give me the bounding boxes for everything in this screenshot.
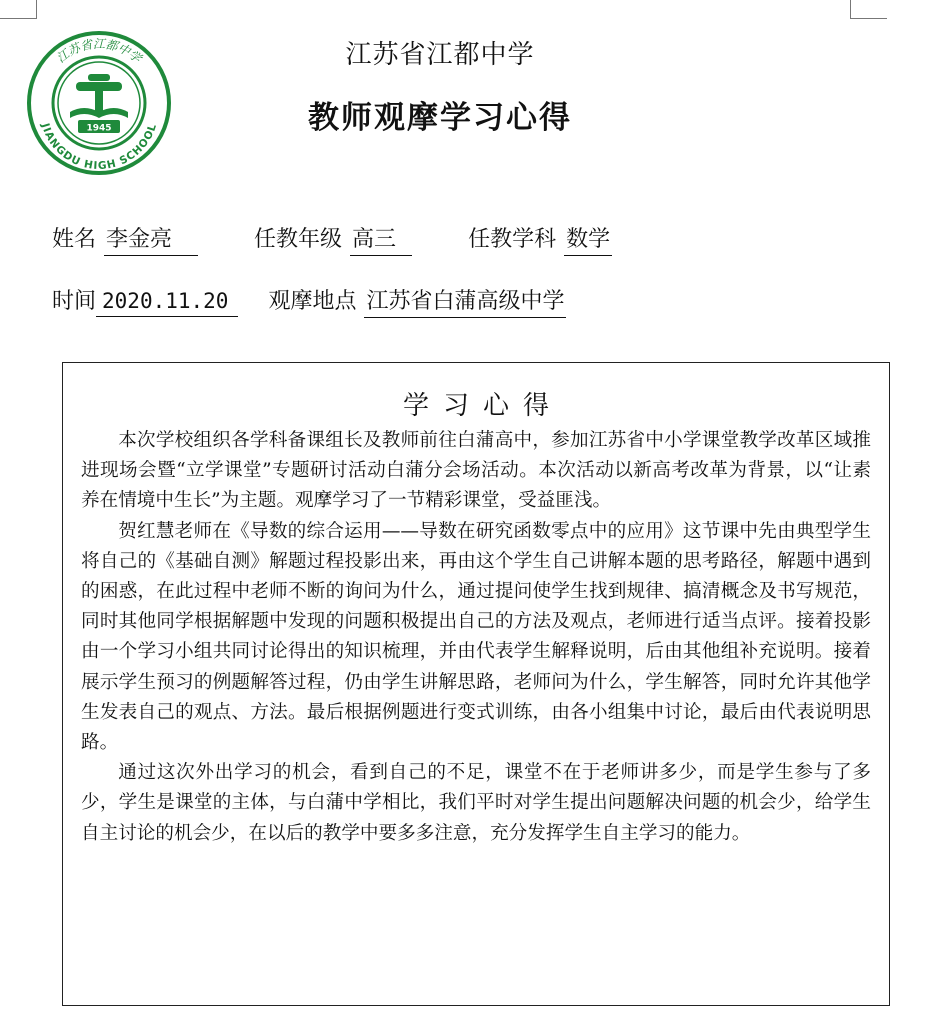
reflection-paragraph-2: 贺红慧老师在《导数的综合运用——导数在研究函数零点中的应用》这节课中先由典型学生将自己的《基础自测》解题过程投影出来，再由这个学生自己讲解本题的思考路径，解题中遇到的困惑，在此过程中老师不断的询问为什么，通过提问使学生找到规律、搞清概念及书写规范，同时其他同学根据解题中发现的问题积极提出自己的方法及观点，老师进行适当点评。接着投影由一个学习小组共同讨论得出的知识梳理，并由代表学生解释说明，后由其他组补充说明。接着展示学生预习的例题解答过程，仍由学生讲解思路，老师问为什么，学生解答，同时允许其他学生发表自己的观点、方法。最后根据例题进行变式训练，由各小组集中讨论，最后由代表说明思路。 [81,520,871,754]
subject-label: 任教学科 [468,227,557,252]
reflection-paragraph-1: 本次学校组织各学科备课组长及教师前往白蒲高中，参加江苏省中小学课堂教学改革区域推进现场会暨“立学课堂”专题研讨活动白蒲分会场活动。本次活动以新高考改革为背景，以“让素养在情境中生长”为主题。观摩学习了一节精彩课堂，受益匪浅。 [81,430,871,512]
document-title: 教师观摩学习心得 [308,100,572,136]
grade-value: 高三 [350,227,412,256]
name-label: 姓名 [52,227,97,252]
place-value: 江苏省白蒲高级中学 [364,289,566,318]
reflection-box [62,362,890,1006]
subject-value: 数学 [564,227,612,256]
logo-ring-text: JIANGDU HIGH SCHOOL [38,121,160,173]
page-corner-mark-right [850,0,887,19]
page-corner-mark-left [0,0,37,19]
school-name: 江苏省江都中学 [345,40,535,70]
reflection-title: 学习心得 [402,391,563,421]
info-row-visit [52,284,566,318]
logo-year: 1945 [86,123,112,134]
time-value: 2020.11.20 [96,288,238,317]
time-label: 时间 [52,289,97,314]
info-row-teacher [52,222,612,256]
reflection-paragraph-3: 通过这次外出学习的机会，看到自己的不足，课堂不在于老师讲多少，而是学生参与了多少，学生是课堂的主体，与白蒲中学相比，我们平时对学生提出问题解决问题的机会少，给学生自主讨论的机会少，在以后的教学中要多多注意，充分发挥学生自主学习的能力。 [81,762,871,844]
school-logo [26,30,172,176]
grade-label: 任教年级 [254,227,343,252]
name-value: 李金亮 [104,227,198,256]
place-label: 观摩地点 [268,289,357,314]
logo-top-text: 江苏省江都中学 [53,37,145,66]
